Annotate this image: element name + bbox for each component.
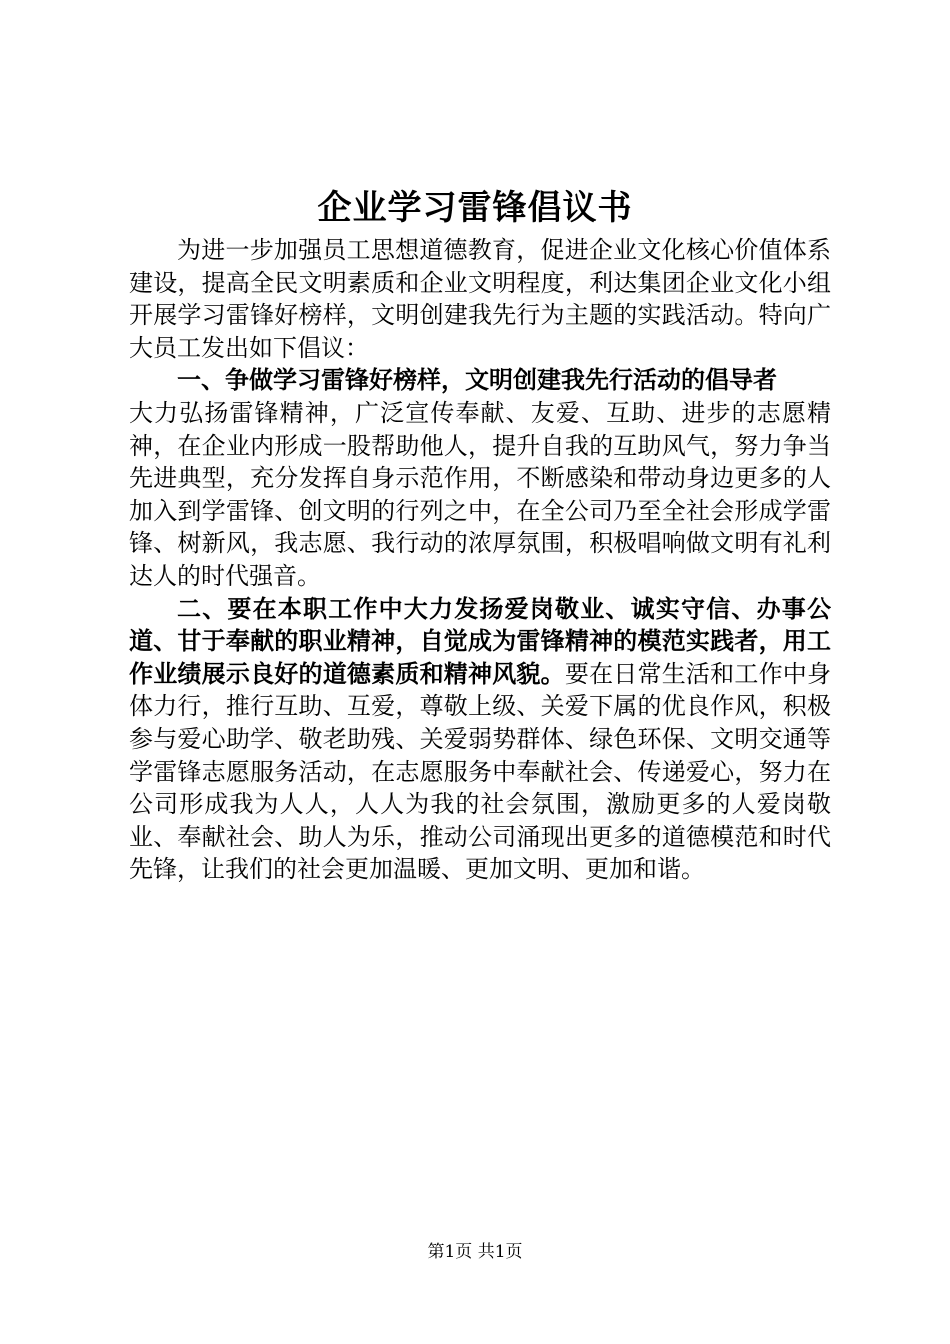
section1-heading: 一、争做学习雷锋好榜样，文明创建我先行活动的倡导者 (177, 366, 777, 395)
section2-lead: 二、要在本职工作中大力发扬爱岗敬业、诚实守信、办事公道、甘于奉献的职业精神，自觉成为雷锋精神的模范实践者，用工作业绩展示良好的道德素质和精神风貌。 (129, 594, 831, 688)
page-number-footer: 第1页 共1页 (427, 1242, 523, 1262)
section2-paragraph (129, 593, 831, 886)
section2-body: 要在日常生活和工作中身体力行，推行互助、互爱，尊敬上级、关爱下属的优良作风，积极参与爱心助学、敬老助残、关爱弱势群体、绿色环保、文明交通等学雷锋志愿服务活动，在志愿服务中奉献社会、传递爱心，努力在公司形成我为人人，人人为我的社会氛围，激励更多的人爱岗敬业、奉献社会、助人为乐，推动公司涌现出更多的道德模范和时代先锋，让我们的社会更加温暖、更加文明、更加和谐。 (129, 659, 832, 884)
intro-paragraph: 为进一步加强员工思想道德教育，促进企业文化核心价值体系建设，提高全民文明素质和企业文明程度，利达集团企业文化小组开展学习雷锋好榜样，文明创建我先行为主题的实践活动。特向广大员工发出如下倡议： (129, 236, 831, 362)
document-body (129, 234, 831, 886)
document-title: 企业学习雷锋倡议书 (317, 188, 633, 228)
section1-paragraph: 大力弘扬雷锋精神，广泛宣传奉献、友爱、互助、进步的志愿精神，在企业内形成一股帮助他人，提升自我的互助风气，努力争当先进典型，充分发挥自身示范作用，不断感染和带动身边更多的人加入到学雷锋、创文明的行列之中，在全公司乃至全社会形成学雷锋、树新风，我志愿、我行动的浓厚氛围，积极唱响做文明有礼利达人的时代强音。 (129, 398, 831, 590)
